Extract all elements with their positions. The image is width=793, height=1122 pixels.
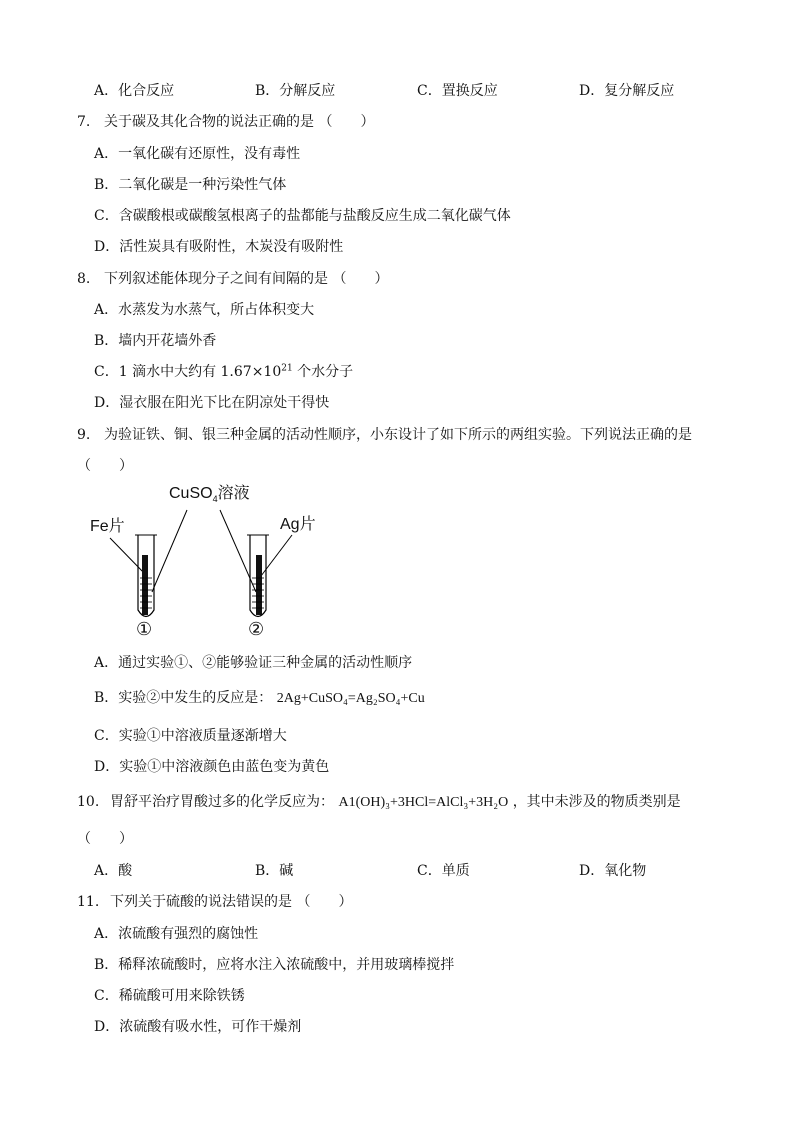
question-stem: 为验证铁、铜、银三种金属的活动性顺序，小东设计了如下所示的两组实验。下列说法正确的是: [104, 427, 692, 443]
q8-option-c: C．1 滴水中大约有 $1.67\times 10^{21}$ 个水分子: [94, 363, 354, 380]
q9-option-a: A．通过实验①、②能够验证三种金属的活动性顺序: [94, 655, 413, 671]
q8-option-d: D．湿衣服在阳光下比在阴凉处干得快: [94, 395, 330, 411]
q11-option-c: C．稀硫酸可用来除铁锈: [94, 988, 245, 1004]
test-tube-2: [247, 535, 269, 617]
experiment-figure: [70, 480, 330, 650]
q7-option-c: C．含碳酸根或碳酸氢根离子的盐都能与盐酸反应生成二氧化碳气体: [94, 208, 511, 224]
q10-option-c: C．单质: [417, 863, 470, 879]
q6-option-c: C．置换反应: [417, 83, 498, 99]
question-number: 9.: [77, 427, 91, 443]
question-stem: 关于碳及其化合物的说法正确的是 （ ）: [104, 114, 375, 130]
q10-option-b: B．碱: [255, 863, 294, 879]
solution-leader-line-1: [152, 510, 187, 592]
question-number: 11.: [77, 894, 100, 910]
answer-paren: （ ）: [77, 458, 133, 474]
reaction-equation: A1(OH)₃+3HCl=AlCl₃+3H₂O: [338, 795, 509, 810]
q9-option-d: D．实验①中溶液颜色由蓝色变为黄色: [94, 759, 330, 775]
answer-paren: （ ）: [77, 831, 133, 847]
question-stem: 下列关于硫酸的说法错误的是 （ ）: [110, 894, 353, 910]
q6-option-d: D．复分解反应: [579, 83, 675, 99]
q6-option-a: A．化合反应: [94, 83, 175, 99]
q11-option-b: B．稀释浓硫酸时，应将水注入浓硫酸中，并用玻璃棒搅拌: [94, 957, 455, 973]
ag-plate-label: Ag片: [280, 516, 316, 533]
q6-option-b: B．分解反应: [255, 83, 336, 99]
q9-option-b: B．实验②中发生的反应是： 2Ag+CuSO₄=Ag₂SO₄+Cu: [94, 690, 425, 706]
question-stem: 下列叙述能体现分子之间有间隔的是 （ ）: [104, 271, 389, 287]
q7-option-d: D．活性炭具有吸附性，木炭没有吸附性: [94, 239, 344, 255]
question-number: 8.: [77, 271, 91, 287]
tube-2-label: ②: [248, 619, 265, 639]
fe-plate-label: Fe片: [90, 518, 125, 535]
reaction-equation: 2Ag+CuSO₄=Ag₂SO₄+Cu: [276, 691, 425, 706]
q9-option-c: C．实验①中溶液质量逐渐增大: [94, 728, 287, 744]
solution-label: CuSO$_4$溶液: [169, 485, 250, 505]
q8-option-a: A．水蒸发为水蒸气，所占体积变大: [94, 302, 315, 318]
q8-option-b: B．墙内开花墙外香: [94, 333, 217, 349]
q7-option-b: B．二氧化碳是一种污染性气体: [94, 177, 287, 193]
test-tube-1: [135, 535, 157, 617]
fe-leader-line: [110, 538, 146, 575]
question-number: 7.: [77, 114, 91, 130]
q11-option-a: A．浓硫酸有强烈的腐蚀性: [94, 926, 259, 942]
tube-1-label: ①: [136, 619, 153, 639]
q11-option-d: D．浓硫酸有吸水性，可作干燥剂: [94, 1019, 302, 1035]
q10-option-a: A．酸: [94, 863, 133, 879]
question-number: 10.: [77, 794, 100, 810]
test-tubes-diagram: [70, 480, 330, 650]
question-stem: 胃舒平治疗胃酸过多的化学反应为： A1(OH)₃+3HCl=AlCl₃+3H₂O ，其中未涉及的物质类别是: [110, 794, 681, 810]
q10-option-d: D．氧化物: [579, 863, 647, 879]
q7-option-a: A．一氧化碳有还原性，没有毒性: [94, 146, 301, 162]
